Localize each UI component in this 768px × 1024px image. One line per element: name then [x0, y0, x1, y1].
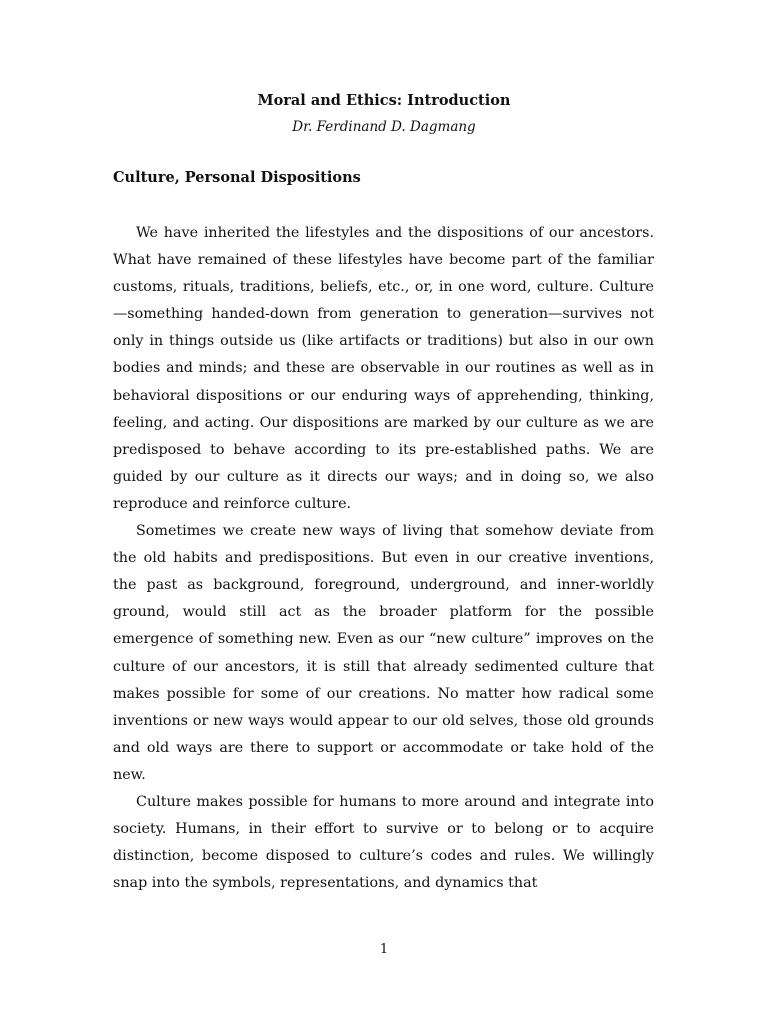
paragraph-3: Culture makes possible for humans to more around and integrate into society. Humans, in their effort to survive or to belong or to acquire distinction, become disposed to culture’s codes and rules. We willingly snap into the symbols, representations, and dynamics that	[113, 793, 654, 892]
paragraph-2: Sometimes we create new ways of living that somehow deviate from the old habits and predispositions. But even in our creative inventions, the past as background, foreground, underground, and inner-worldly ground, would still act as the broader platform for the possible emergence of something new. Even as our “new culture” improves on the culture of our ancestors, it is still that already sedimented culture that makes possible for some of our creations. No matter how radical some inventions or new ways would appear to our old selves, those old grounds and old ways are there to support or accommodate or take hold of the new.	[113, 523, 654, 783]
page-number: 1	[379, 942, 389, 957]
paragraph-1: We have inherited the lifestyles and the dispositions of our ancestors. What have remained of these lifestyles have become part of the familiar customs, rituals, traditions, beliefs, etc., or, in one word, culture. Culture—something handed-down from generation to generation—survives not only in things outside us (like artifacts or traditions) but also in our own bodies and minds; and these are observable in our routines as well as in behavioral dispositions or our enduring ways of apprehending, thinking, feeling, and acting. Our dispositions are marked by our culture as we are predisposed to behave according to its pre-established paths. We are guided by our culture as it directs our ways; and in doing so, we also reproduce and reinforce culture.	[113, 225, 654, 512]
section-heading: Culture, Personal Dispositions	[113, 169, 361, 186]
body-text	[113, 220, 654, 897]
document-author: Dr. Ferdinand D. Dagmang	[292, 119, 476, 135]
document-title: Moral and Ethics: Introduction	[257, 92, 511, 109]
